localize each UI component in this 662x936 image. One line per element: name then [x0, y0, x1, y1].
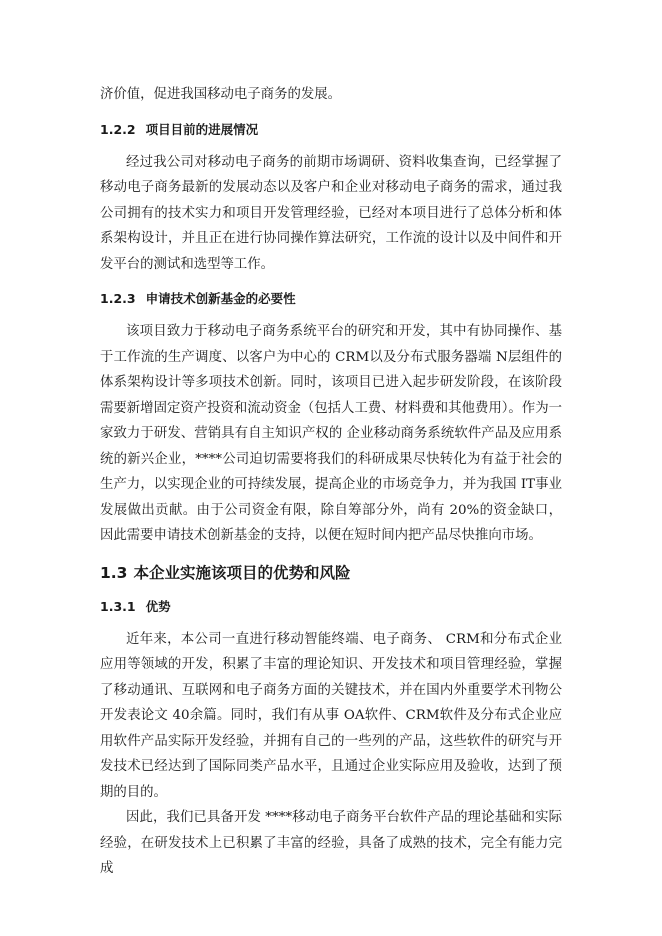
heading-title: 优势: [145, 598, 171, 614]
paragraph-progress: 经过我公司对移动电子商务的前期市场调研、资料收集查询，已经掌握了移动电子商务最新的发展动态以及客户和企业对移动电子商务的需求，通过我公司拥有的技术实力和项目开发管理经验，已经对本项目进行了总体分析和体系架构设计，并且正在进行协同操作算法研究，工作流的设计以及中间件和开发平台的测试和选型等工作。: [100, 154, 562, 272]
document-content: [100, 82, 562, 882]
paragraph-intro: 济价值，促进我国移动电子商务的发展。: [100, 87, 342, 102]
heading-number: 1.3.1: [100, 598, 136, 614]
heading-number: 1.3: [100, 563, 128, 582]
paragraph-advantage-1: 近年来，本公司一直进行移动智能终端、电子商务、 CRM和分布式企业应用等领域的开发，积累了丰富的理论知识、开发技术和项目管理经验，掌握了移动通讯、互联网和电子商务方面的关键技术，并在国内外重要学术刊物公开发表论文 40余篇。同时，我们有从事 OA软件、CRM软件及分布式企业应用软件产品实际开发经验，并拥有自己的一些列的产品，这些软件的研究与开发技术已经达到了国际同类产品水平，且通过企业实际应用及验收，达到了预期的目的。: [100, 631, 562, 800]
heading-1-2-3: [100, 289, 562, 309]
heading-title: 申请技术创新基金的必要性: [145, 291, 296, 306]
heading-title: 项目目前的进展情况: [145, 121, 259, 137]
heading-title: 本企业实施该项目的优势和风险: [133, 563, 351, 582]
heading-1-2-2: [100, 120, 562, 140]
heading-1-3: [100, 561, 562, 585]
heading-number: 1.2.3: [100, 291, 136, 306]
paragraph-necessity: 该项目致力于移动电子商务系统平台的研究和开发，其中有协同操作、基于工作流的生产调度、以客户为中心的 CRM以及分布式服务器端 N层组件的体系架构设计等多项技术创新。同时，该项目已进入起步研发阶段，在该阶段需要新增固定资产投资和流动资金（包括人工费、材料费和其他费用）。作为一家致力于研发、营销具有自主知识产权的 企业移动商务系统软件产品及应用系统的新兴企业，****公司迫切需要将我们的科研成果尽快转化为有益于社会的生产力，以实现企业的可持续发展，提高企业的市场竞争力，并为我国 IT事业发展做出贡献。由于公司资金有限，除自筹部分外，尚有 20%的资金缺口，因此需要申请技术创新基金的支持，以便在短时间内把产品尽快推向市场。: [100, 324, 562, 543]
paragraph-advantage-2: 因此，我们已具备开发 ****移动电子商务平台软件产品的理论基础和实际经验，在研发技术上已积累了丰富的经验，具备了成熟的技术，完全有能力完成: [100, 810, 562, 876]
heading-1-3-1: [100, 597, 562, 617]
heading-number: 1.2.2: [100, 121, 136, 137]
